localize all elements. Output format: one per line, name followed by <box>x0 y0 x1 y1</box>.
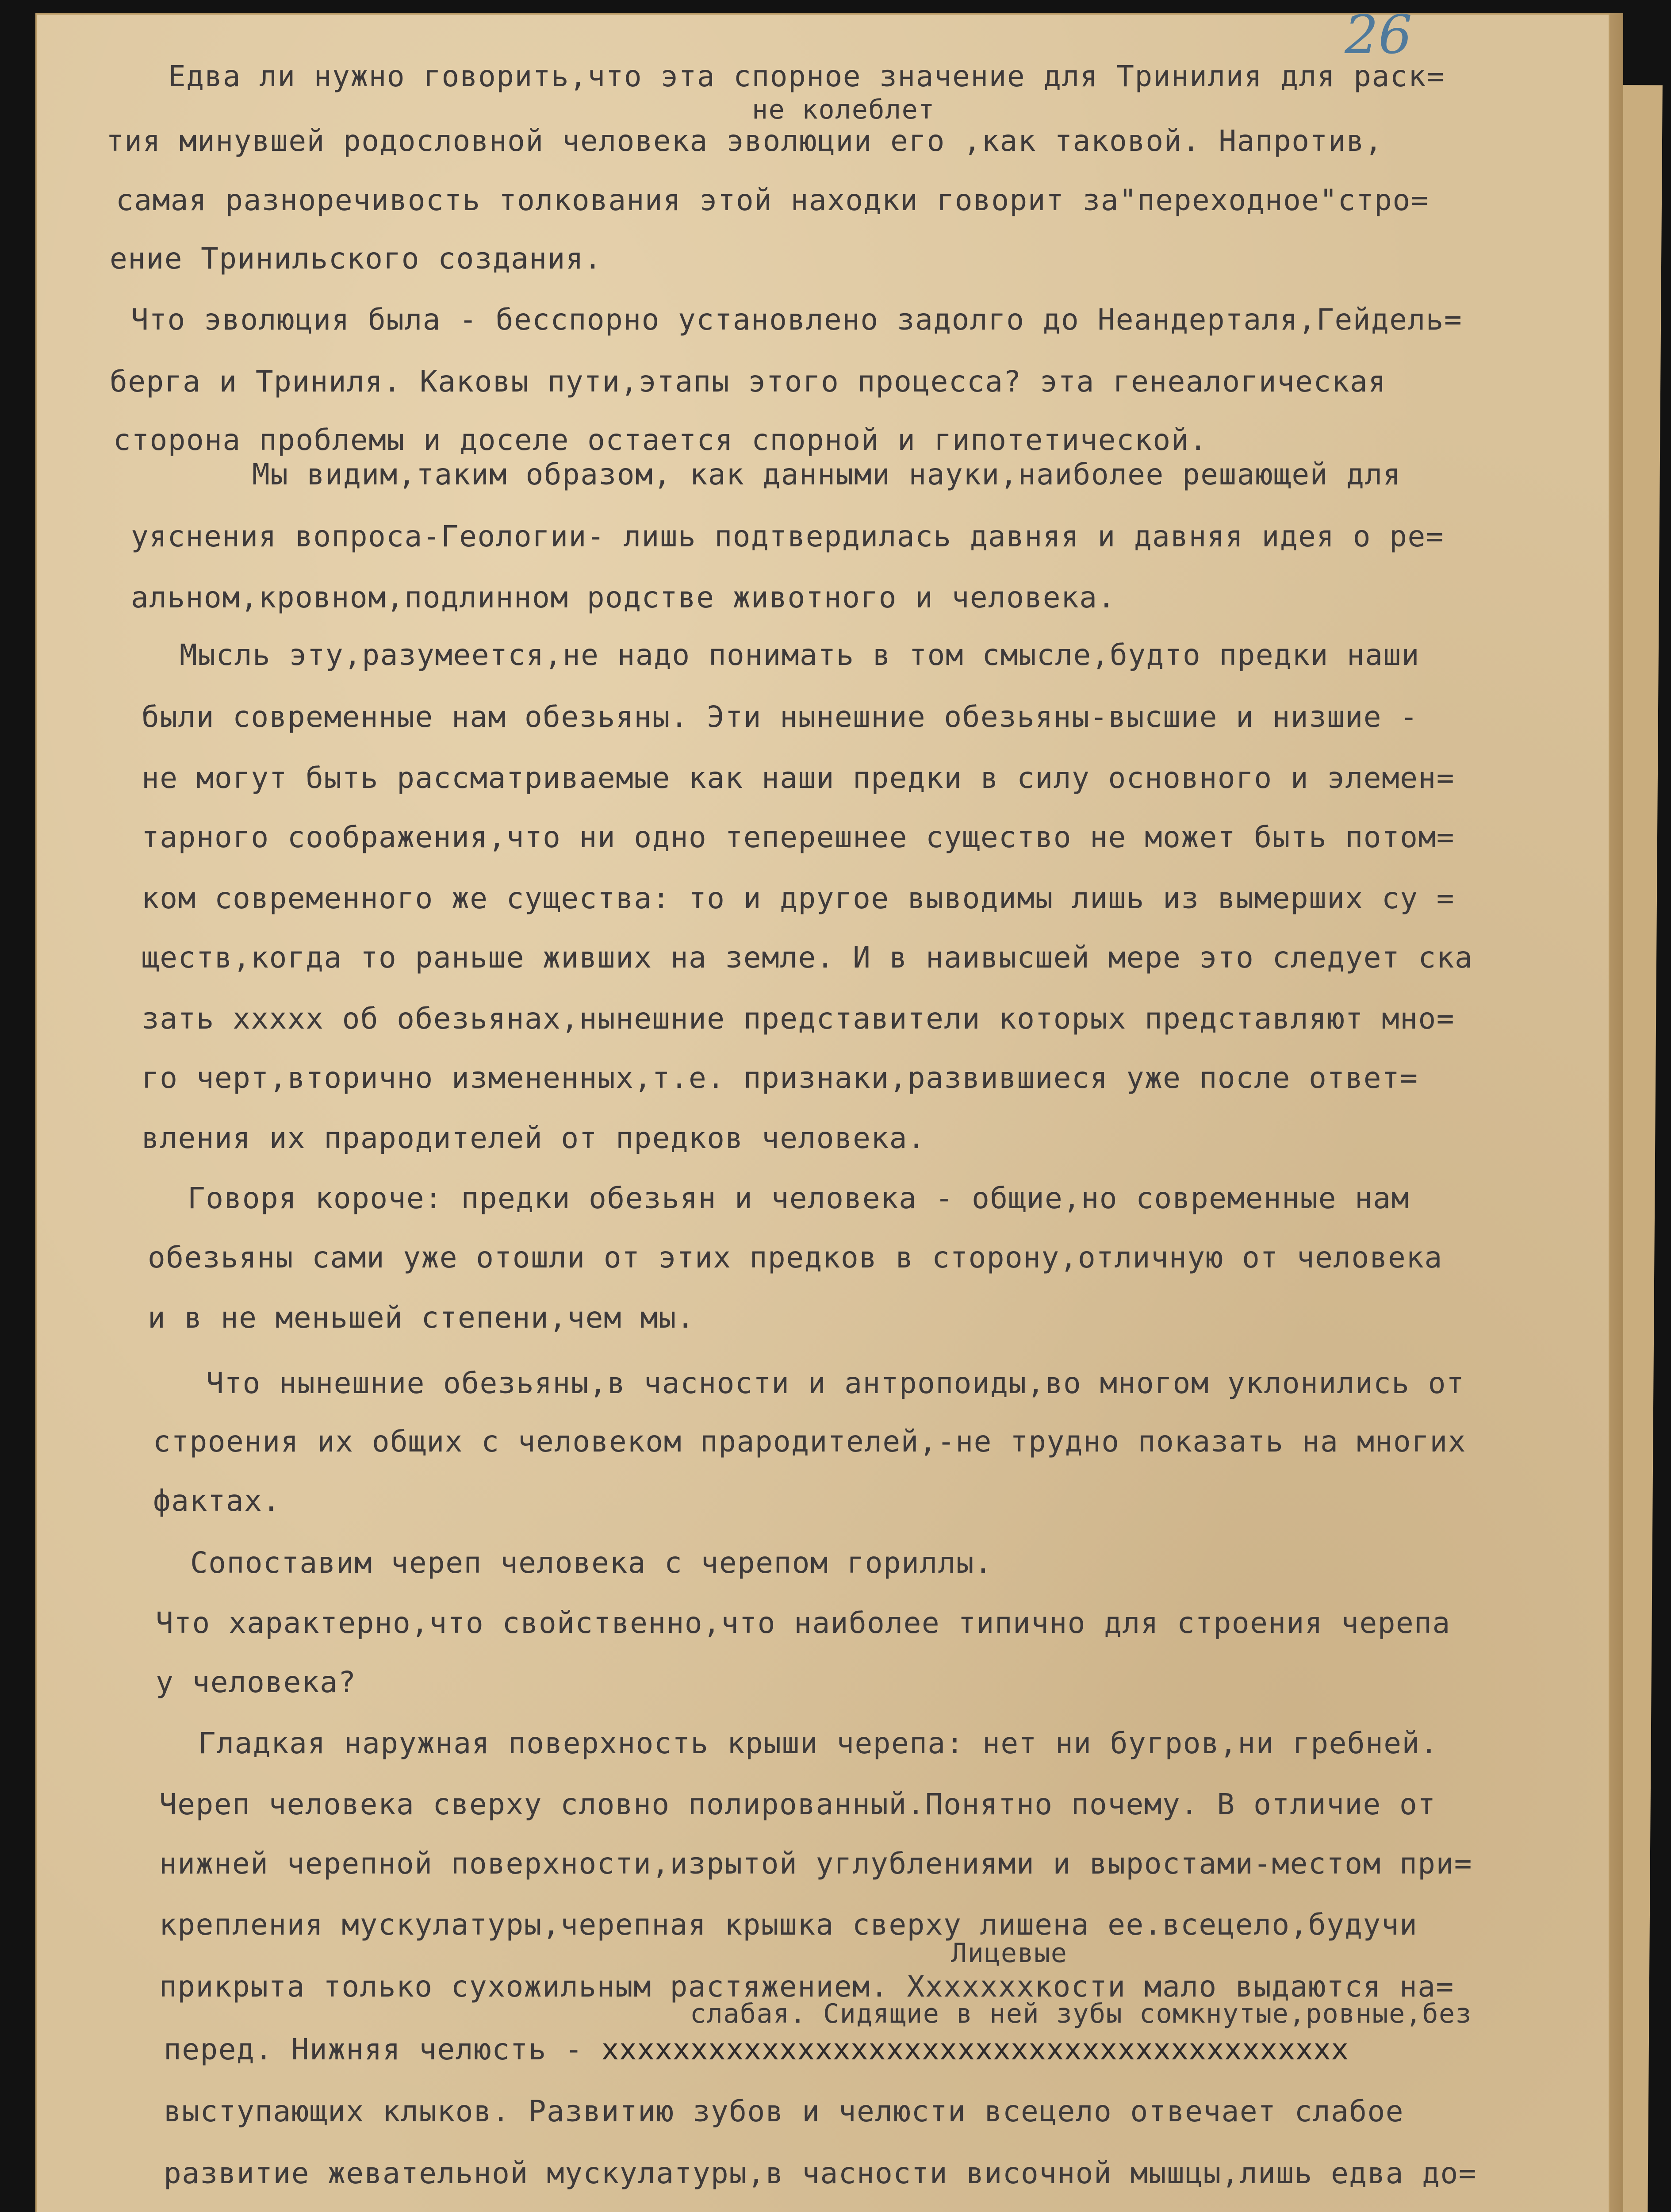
text-line-30: Череп человека сверху словно полированный.Понятно почему. В отличие от <box>159 1787 1436 1821</box>
text-line-23: Что нынешние обезьяны,в часности и антропоиды,во многом уклонились от <box>206 1366 1465 1400</box>
text-line-6: берга и Триниля. Каковы пути,этапы этого процесса? эта генеалогическая <box>110 365 1387 399</box>
text-line-29: Гладкая наружная поверхность крыши черепа: нет ни бугров,ни гребней. <box>198 1726 1439 1760</box>
text-line-5: Что эволюция была - бесспорно установлено задолго до Неандерталя,Гейдель= <box>131 303 1463 337</box>
text-line-31: нижней черепной поверхности,изрытой углублениями и выростами-местом при= <box>159 1847 1472 1881</box>
text-line-10: альном,кровном,подлинном родстве животного и человека. <box>131 580 1116 614</box>
text-line-32: крепления мускулатуры,черепная крышка сверху лишена ее.всецело,будучи <box>159 1908 1418 1942</box>
line-34-text: перед. Нижняя челюсть - <box>164 2032 602 2066</box>
text-line-33: прикрыта только сухожильным растяжением. Хххххххкости мало выдаются на= <box>159 1970 1454 2004</box>
text-line-24: строения их общих с человеком прародителей,-не трудно показать на многих <box>153 1425 1466 1459</box>
folio-number: 26 <box>1345 4 1412 66</box>
struck-out-text: хххххххххххххххххххххххххххххххххххххххххх <box>601 2032 1349 2066</box>
text-line-1: Едва ли нужно говорить,что эта спорное значение для Тринилия для раск= <box>168 59 1445 93</box>
interlinear-insertion: Лицевые <box>951 1938 1068 1969</box>
text-line-7: сторона проблемы и доселе остается спорной и гипотетической. <box>113 423 1208 457</box>
text-line-9: уяснения вопроса-Геологии- лишь подтвердилась давняя и давняя идея о ре= <box>131 519 1444 553</box>
text-line-27: Что характерно,что свойственно,что наиболее типично для строения черепа <box>156 1606 1451 1640</box>
text-line-28: у человека? <box>156 1665 356 1699</box>
document-page <box>35 13 1610 2212</box>
text-line-22: и в не меньшей степени,чем мы. <box>148 1301 695 1335</box>
interlinear-insertion: не колеблет <box>752 94 935 125</box>
text-line-17: зать ххххх об обезьянах,нынешние представители которых представляют мно= <box>142 1002 1455 1036</box>
text-line-15: ком современного же существа: то и другое выводимы лишь из вымерших су = <box>142 881 1455 915</box>
text-line-13: не могут быть рассматриваемые как наши предки в силу основного и элемен= <box>142 761 1455 795</box>
text-line-19: вления их прародителей от предков человека. <box>142 1121 926 1155</box>
text-line-26: Сопоставим череп человека с черепом гориллы. <box>190 1546 993 1580</box>
text-line-11: Мысль эту,разумеется,не надо понимать в том смысле,будто предки наши <box>180 638 1420 672</box>
text-line-21: обезьяны сами уже отошли от этих предков в сторону,отличную от человека <box>148 1240 1443 1275</box>
text-line-20: Говоря короче: предки обезьян и человека - общие,но современные нам <box>188 1181 1410 1215</box>
text-line-34 <box>164 2032 1349 2066</box>
text-line-18: го черт,вторично измененных,т.е. признаки,развившиеся уже после ответ= <box>142 1061 1418 1095</box>
text-line-12: были современные нам обезьяны. Эти нынешние обезьяны-высшие и низшие - <box>142 700 1418 734</box>
text-line-35: выступающих клыков. Развитию зубов и челюсти всецело отвечает слабое <box>164 2094 1404 2128</box>
text-line-2: тия минувшей родословной человека эволюции его ,как таковой. Напротив, <box>106 124 1383 158</box>
text-line-16: ществ,когда то раньше живших на земле. И в наивысшей мере это следует ска <box>142 941 1473 975</box>
text-line-25: фактах. <box>153 1484 281 1518</box>
text-line-8: Мы видим,таким образом, как данными науки,наиболее решающей для <box>252 457 1401 492</box>
text-line-4: ение Тринильского создания. <box>110 242 602 276</box>
interlinear-insertion: слабая. Сидящие в ней зубы сомкнутые,ровные,без <box>690 1998 1472 2029</box>
text-line-3: самая разноречивость толкования этой находки говорит за"переходное"стро= <box>116 183 1429 217</box>
text-line-14: тарного соображения,что ни одно теперешнее существо не может быть потом= <box>142 820 1455 854</box>
text-line-36: развитие жевательной мускулатуры,в часности височной мышцы,лишь едва до= <box>164 2156 1477 2190</box>
